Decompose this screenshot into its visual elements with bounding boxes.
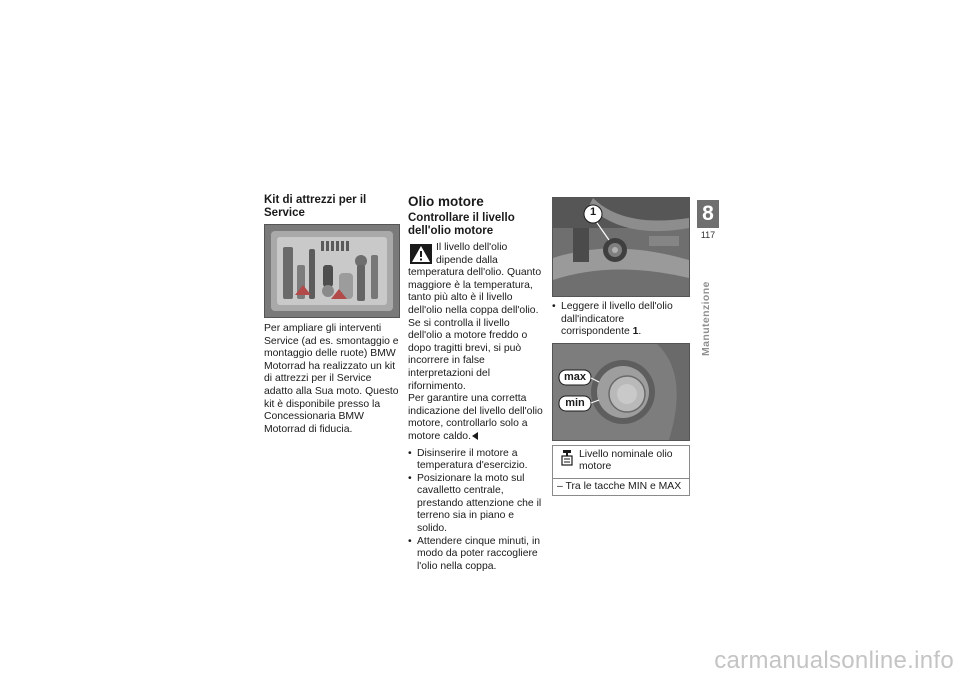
step-text: Leggere il livello dell'olio dall'indicatore corrispondente [561, 301, 673, 338]
step-item [552, 301, 690, 339]
service-kit-heading: Kit di attrezzi per il Service [264, 194, 367, 219]
spec-header [553, 446, 689, 479]
oil-can-icon [561, 450, 573, 466]
end-mark-icon [472, 432, 478, 440]
spec-box [552, 445, 690, 497]
service-kit-paragraph: Per ampliare gli interventi Service (ad es. smontaggio e montaggio delle ruote) BMW Motorrad ha realizzato un kit di attrezzi per il Service adatto alla Sua moto. Questo kit è disponibile presso la Concessionaria BMW Motorrad di fiducia. [264, 323, 399, 435]
callout-1: 1 [589, 206, 597, 218]
chapter-title: Manutenzione [700, 281, 712, 356]
check-oil-subtitle: Controllare il livello dell'olio motore [408, 212, 515, 237]
middle-column [408, 194, 544, 573]
toolkit-illustration [265, 225, 399, 317]
right-column [552, 197, 690, 496]
spec-value: Tra le tacche MIN e MAX [565, 480, 682, 492]
step-ref: 1 [632, 326, 639, 338]
service-kit-photo [264, 224, 400, 318]
min-label: min [565, 396, 585, 409]
steps-list [408, 448, 544, 574]
step-item: • Disinserire il motore a temperatura d'esercizio. [408, 448, 544, 473]
sight-glass-illustration [553, 344, 689, 440]
step-item: • Posizionare la moto sul cavalletto centrale, prestando attenzione che il terreno sia in piano e solido. [408, 473, 544, 536]
page-number: 117 [700, 230, 716, 240]
spec-title: Livello nominale olio motore [579, 448, 673, 473]
engine-oil-title: Olio motore [408, 194, 484, 209]
watermark: carmanualsonline.info [714, 647, 954, 674]
max-label: max [563, 370, 587, 383]
warning-icon [410, 244, 432, 264]
left-column [264, 194, 400, 436]
engine-photo [552, 197, 690, 297]
read-level-step [552, 301, 690, 339]
spec-dash: – [557, 480, 563, 492]
warning-note [408, 242, 544, 393]
step-end: . [638, 326, 642, 338]
step-item: • Attendere cinque minuti, in modo da poter raccogliere l'olio nella coppa. [408, 536, 544, 574]
oil-check-paragraph-text: Per garantire una corretta indicazione del livello dell'olio motore, controllarlo solo a motore caldo. [408, 393, 543, 442]
engine-illustration [553, 198, 689, 296]
spec-row [553, 479, 689, 496]
oil-check-paragraph [408, 393, 544, 443]
sight-glass-photo [552, 343, 690, 441]
chapter-number: 8 [697, 200, 719, 228]
warning-text: Il livello dell'olio dipende dalla temperatura dell'olio. Quanto maggiore è la temperatura, tanto più alto è il livello dell'olio nella coppa dell'olio. Se si controlla il livello dell'olio a motore freddo o dopo tragitti brevi, si può incorrere in false interpretazioni del rifornimento. [408, 242, 542, 392]
